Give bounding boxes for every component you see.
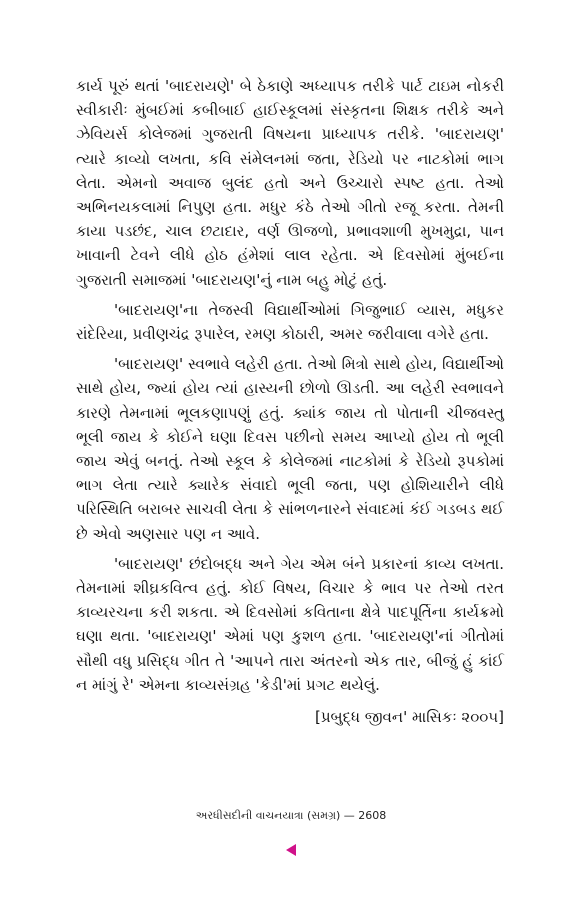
paragraph-4: 'બાદરાયણ' છંદોબદ્ધ અને ગેય એમ બંને પ્રકારનાં કાવ્ય લખતા. તેમનામાં શીઘ્રકવિત્વ હતું. કોઈ વિષય, વિચાર કે ભાવ પર તેઓ તરત કાવ્યરચના કરી શકતા. એ દિવસોમાં કવિતાના ક્ષેત્રે પાદપૂર્તિના કાર્યક્રમો ઘણા થતા. 'બાદરાયણ' એમાં પણ કુશળ હતા. 'બાદરાયણ'નાં ગીતોમાં સૌથી વધુ પ્રસિદ્ધ ગીત તે 'આપને તારા અંતરનો એક તાર, બીજું હું કાંઈ ન માંગું રે' એમના કાવ્યસંગ્રહ 'કેડી'માં પ્રગટ થયેલું. [76,554,504,694]
page-footer: અરધીસદીની વાચનયાત્રા (સમગ્ર) — 2608 [195,809,387,822]
paragraph-1: કાર્ય પૂરું થતાં 'બાદરાયણે' બે ઠેકાણે અધ્યાપક તરીકે પાર્ટ ટાઇમ નોકરી સ્વીકારીઃ મુંબઈમાં કબીબાઈ હાઈસ્કૂલમાં સંસ્કૃતના શિક્ષક તરીકે અને ઝેવિયર્સ કોલેજમાં ગુજરાતી વિષયના પ્રાધ્યાપક તરીકે. 'બાદરાયણ' ત્યારે કાવ્યો લખતા, કવિ સંમેલનમાં જતા, રેડિયો પર નાટકોમાં ભાગ લેતા. એમનો અવાજ બુલંદ હતો અને ઉચ્ચારો સ્પષ્ટ હતા. તેઓ અભિનયકલામાં નિપુણ હતા. મધુર કંઠે તેઓ ગીતો રજૂ કરતા. તેમની કાયા પડછંદ, ચાલ છટાદાર, વર્ણ ઊજળો, પ્રભાવશાળી મુખમુદ્રા, પાન ખાવાની ટેવને લીધે હોઠ હંમેશાં લાલ રહેતા. એ દિવસોમાં મુંબઈના ગુજરાતી સમાજમાં 'બાદરાયણ'નું નામ બહુ મોટું હતું. [76,77,504,289]
paragraph-2: 'બાદરાયણ'ના તેજસ્વી વિદ્યાર્થીઓમાં ગિજુભાઈ વ્યાસ, મધુકર રાંદેરિયા, પ્રવીણચંદ્ર રૂપારેલ, રમણ કોઠારી, અમર જરીવાલા વગેરે હતા. [76,300,504,344]
source-citation: [પ્રબુદ્ધ જીવન' માસિકઃ ૨૦૦૫] [314,708,504,727]
page-body [76,74,504,729]
paragraph-3: 'બાદરાયણ' સ્વભાવે લહેરી હતા. તેઓ મિત્રો સાથે હોય, વિદ્યાર્થીઓ સાથે હોય, જ્યાં હોય ત્યાં હાસ્યની છોળો ઊડતી. આ લહેરી સ્વભાવને કારણે તેમનામાં ભૂલકણાપણું હતું. ક્યાંક જાય તો પોતાની ચીજવસ્તુ ભૂલી જાય કે કોઈને ઘણા દિવસ પછીનો સમય આપ્યો હોય તો ભૂલી જાય એવું બનતું. તેઓ સ્કૂલ કે કોલેજમાં નાટકોમાં કે રેડિયો રૂપકોમાં ભાગ લેતા ત્યારે ક્યારેક સંવાદો ભૂલી જતા, પણ હોશિયારીને લીધે પરિસ્થિતિ બરાબર સાચવી લેતા કે સાંભળનારને સંવાદમાં કંઈ ગડબડ થઈ છે એવો અણસાર પણ ન આવે. [76,355,504,543]
previous-page-arrow-icon[interactable] [286,844,296,856]
